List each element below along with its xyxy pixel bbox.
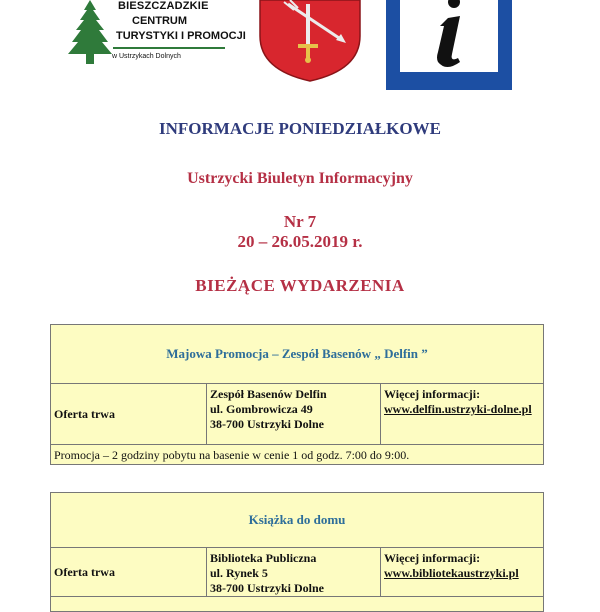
issue-number: Nr 7 xyxy=(283,212,317,231)
town-crest-icon xyxy=(258,0,362,82)
address-line: Biblioteka Publiczna xyxy=(210,551,317,565)
event-label: Oferta trwa xyxy=(51,384,207,444)
address-line: 38-700 Ustrzyki Dolne xyxy=(210,581,324,595)
event-link[interactable]: www.delfin.ustrzyki-dolne.pl xyxy=(384,402,532,416)
event-more-info xyxy=(381,384,543,444)
event-address xyxy=(207,384,381,444)
more-info-label: Więcej informacji: xyxy=(384,387,481,401)
section-heading: BIEŻĄCE WYDARZENIA xyxy=(195,276,405,295)
event-note: Promocja – 2 godziny pobytu na basenie w cenie 1 od godz. 7:00 do 9:00. xyxy=(54,448,410,462)
event-table xyxy=(50,324,544,465)
document-title: INFORMACJE PONIEDZIAŁKOWE xyxy=(159,119,441,138)
event-title: Majowa Promocja – Zespół Basenów „ Delfin ” xyxy=(51,325,543,384)
fir-tree-icon xyxy=(66,0,112,66)
address-line: ul. Rynek 5 xyxy=(210,566,268,580)
address-line: ul. Gombrowicza 49 xyxy=(210,402,313,416)
document-subtitle: Ustrzycki Biuletyn Informacyjny xyxy=(187,170,413,187)
event-link[interactable]: www.bibliotekaustrzyki.pl xyxy=(384,566,519,580)
address-line: 38-700 Ustrzyki Dolne xyxy=(210,417,324,431)
event-more-info xyxy=(381,548,543,596)
tourist-information-icon xyxy=(386,0,512,90)
event-table xyxy=(50,492,544,612)
event-address xyxy=(207,548,381,596)
logo-line-4: w Ustrzykach Dolnych xyxy=(112,53,181,60)
logo-line-1: BIESZCZADZKIE xyxy=(118,0,209,12)
bctip-logo xyxy=(66,0,246,72)
logo-line-2: CENTRUM xyxy=(132,15,187,27)
event-details-row xyxy=(51,548,543,597)
issue-dates: 20 – 26.05.2019 r. xyxy=(237,232,363,251)
event-label: Oferta trwa xyxy=(51,548,207,596)
event-title: Książka do domu xyxy=(51,493,543,548)
address-line: Zespół Basenów Delfin xyxy=(210,387,327,401)
logo-underline xyxy=(113,47,225,49)
event-details-row xyxy=(51,384,543,445)
logo-line-3: TURYSTYKI I PROMOCJI xyxy=(116,30,246,42)
more-info-label: Więcej informacji: xyxy=(384,551,481,565)
